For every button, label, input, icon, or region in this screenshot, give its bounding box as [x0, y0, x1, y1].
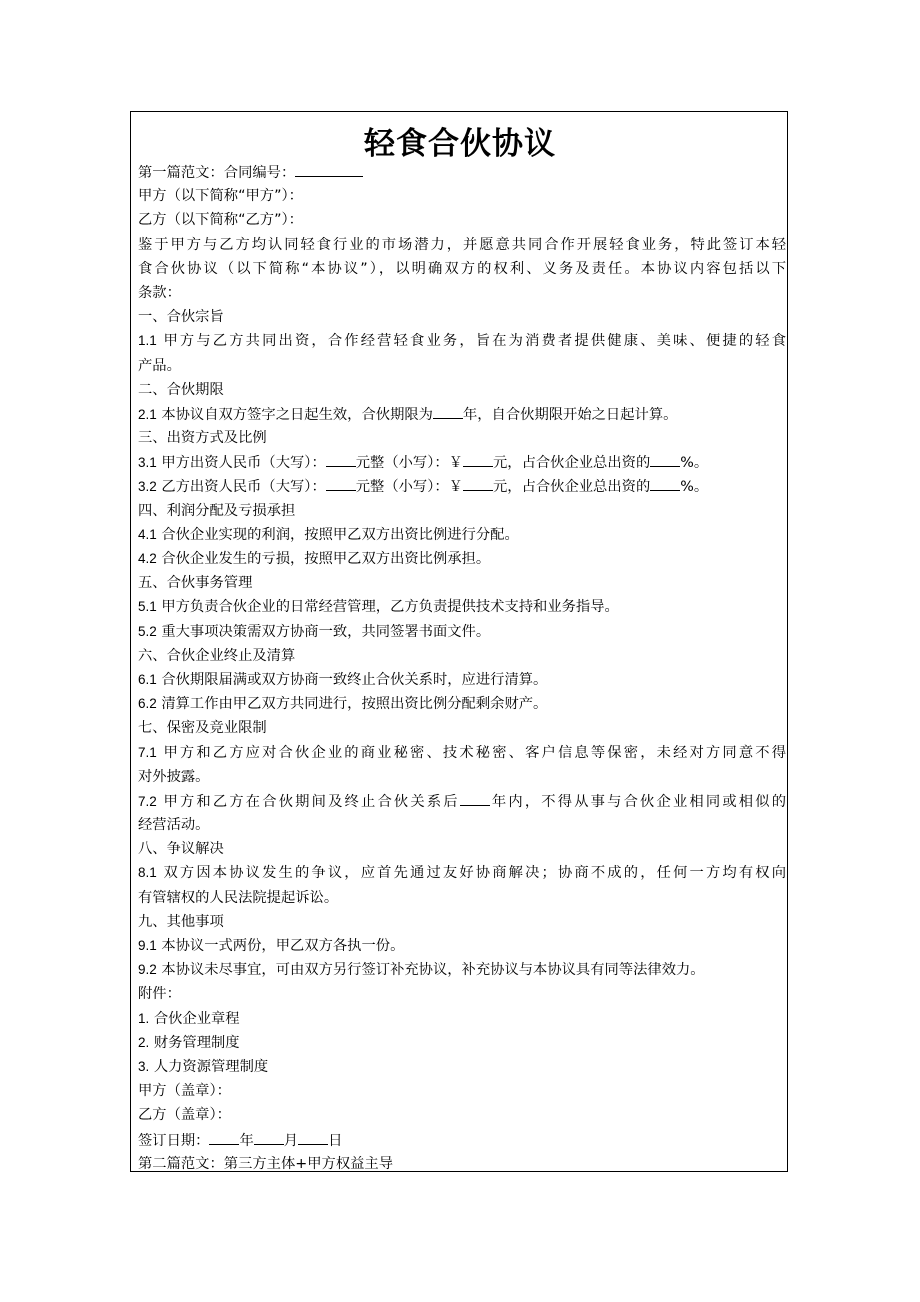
section-heading: 七、保密及竞业限制: [138, 720, 267, 737]
section-heading: 五、合伙事务管理: [138, 575, 253, 592]
clause-7-2-cont: 经营活动。: [138, 817, 210, 834]
document-title: 轻食合伙协议: [364, 126, 556, 162]
signing-date: 签订日期： 年 月 日: [138, 1128, 786, 1152]
amount-lower-blank: [463, 474, 493, 491]
intro-line-3: 条款：: [138, 284, 181, 301]
clause-4-1: 4.1 合伙企业实现的利润，按照甲乙双方出资比例进行分配。: [138, 526, 519, 543]
attachments-heading: 附件：: [138, 986, 181, 1003]
clause-9-1: 9.1 本协议一式两份，甲乙双方各执一份。: [138, 938, 405, 954]
intro-line-1: 鉴于甲方与乙方均认同轻食行业的市场潜力，并愿意共同合作开展轻食业务，特此签订本轻: [138, 236, 786, 253]
contract-number-blank: [295, 160, 363, 177]
next-template-title: 第二篇范文：第三方主体+甲方权益主导: [138, 1155, 394, 1172]
clause-1-1-cont: 产品。: [138, 357, 181, 374]
non-compete-years-blank: [460, 789, 490, 806]
intro-line-2: 食合伙协议（以下简称“本协议”），以明确双方的权利、义务及责任。本协议内容包括以下: [138, 260, 786, 277]
section-heading: 八、争议解决: [138, 841, 224, 858]
amount-upper-blank: [326, 450, 356, 467]
clause-2-1: 2.1 本协议自双方签字之日起生效，合伙期限为 年，自合伙期限开始之日起计算。: [138, 402, 786, 426]
clause-5-2: 5.2 重大事项决策需双方协商一致，共同签署书面文件。: [138, 623, 491, 640]
party-b-seal: 乙方（盖章）：: [138, 1107, 231, 1124]
day-blank: [298, 1128, 328, 1145]
party-a-seal: 甲方（盖章）：: [138, 1083, 231, 1100]
clause-6-2: 6.2 清算工作由甲乙双方共同进行，按照出资比例分配剩余财产。: [138, 696, 548, 713]
section-heading: 六、合伙企业终止及清算: [138, 647, 296, 664]
document-body: [138, 160, 786, 1176]
clause-6-1: 6.1 合伙期限届满或双方协商一致终止合伙关系时，应进行清算。: [138, 671, 548, 688]
clause-8-1-cont: 有管辖权的人民法院提起诉讼。: [138, 889, 339, 906]
month-blank: [254, 1128, 284, 1145]
term-years-blank: [433, 402, 463, 419]
clause-1-1: 1.1 甲方与乙方共同出资，合作经营轻食业务，旨在为消费者提供健康、美味、便捷的轻食: [138, 333, 786, 350]
attachment-item: 2. 财务管理制度: [138, 1034, 240, 1051]
clause-5-1: 5.1 甲方负责合伙企业的日常经营管理，乙方负责提供技术支持和业务指导。: [138, 599, 619, 616]
percent-blank: [650, 450, 680, 467]
clause-7-1: 7.1 甲方和乙方应对合伙企业的商业秘密、技术秘密、客户信息等保密，未经对方同意不得: [138, 744, 786, 761]
section-heading: 九、其他事项: [138, 913, 224, 930]
contract-number-line: 第一篇范文：合同编号：: [138, 160, 786, 184]
section-heading: 二、合伙期限: [138, 381, 224, 398]
clause-3-1: 3.1 甲方出资人民币（大写）： 元整（小写）：￥ 元，占合伙企业总出资的 %。: [138, 450, 786, 474]
clause-7-1-cont: 对外披露。: [138, 768, 210, 785]
percent-blank: [650, 474, 680, 491]
section-heading: 四、利润分配及亏损承担: [138, 502, 296, 519]
clause-7-2: 7.2 甲方和乙方在合伙期间及终止合伙关系后 年内，不得从事与合伙企业相同或相似的: [138, 789, 786, 813]
clause-8-1: 8.1 双方因本协议发生的争议，应首先通过友好协商解决；协商不成的，任何一方均有权向: [138, 865, 786, 882]
year-blank: [209, 1128, 239, 1145]
amount-lower-blank: [463, 450, 493, 467]
section-heading: 三、出资方式及比例: [138, 430, 267, 447]
party-b-line: 乙方（以下简称“乙方”）：: [138, 212, 303, 229]
section-heading: 一、合伙宗旨: [138, 309, 224, 326]
amount-upper-blank: [326, 474, 356, 491]
clause-4-2: 4.2 合伙企业发生的亏损，按照甲乙双方出资比例承担。: [138, 551, 491, 567]
clause-9-2: 9.2 本协议未尽事宜，可由双方另行签订补充协议，补充协议与本协议具有同等法律效力。: [138, 962, 705, 979]
party-a-line: 甲方（以下简称“甲方”）：: [138, 188, 303, 205]
attachment-item: 1. 合伙企业章程: [138, 1010, 240, 1027]
attachment-item: 3. 人力资源管理制度: [138, 1058, 269, 1075]
clause-3-2: 3.2 乙方出资人民币（大写）： 元整（小写）：￥ 元，占合伙企业总出资的 %。: [138, 474, 786, 498]
